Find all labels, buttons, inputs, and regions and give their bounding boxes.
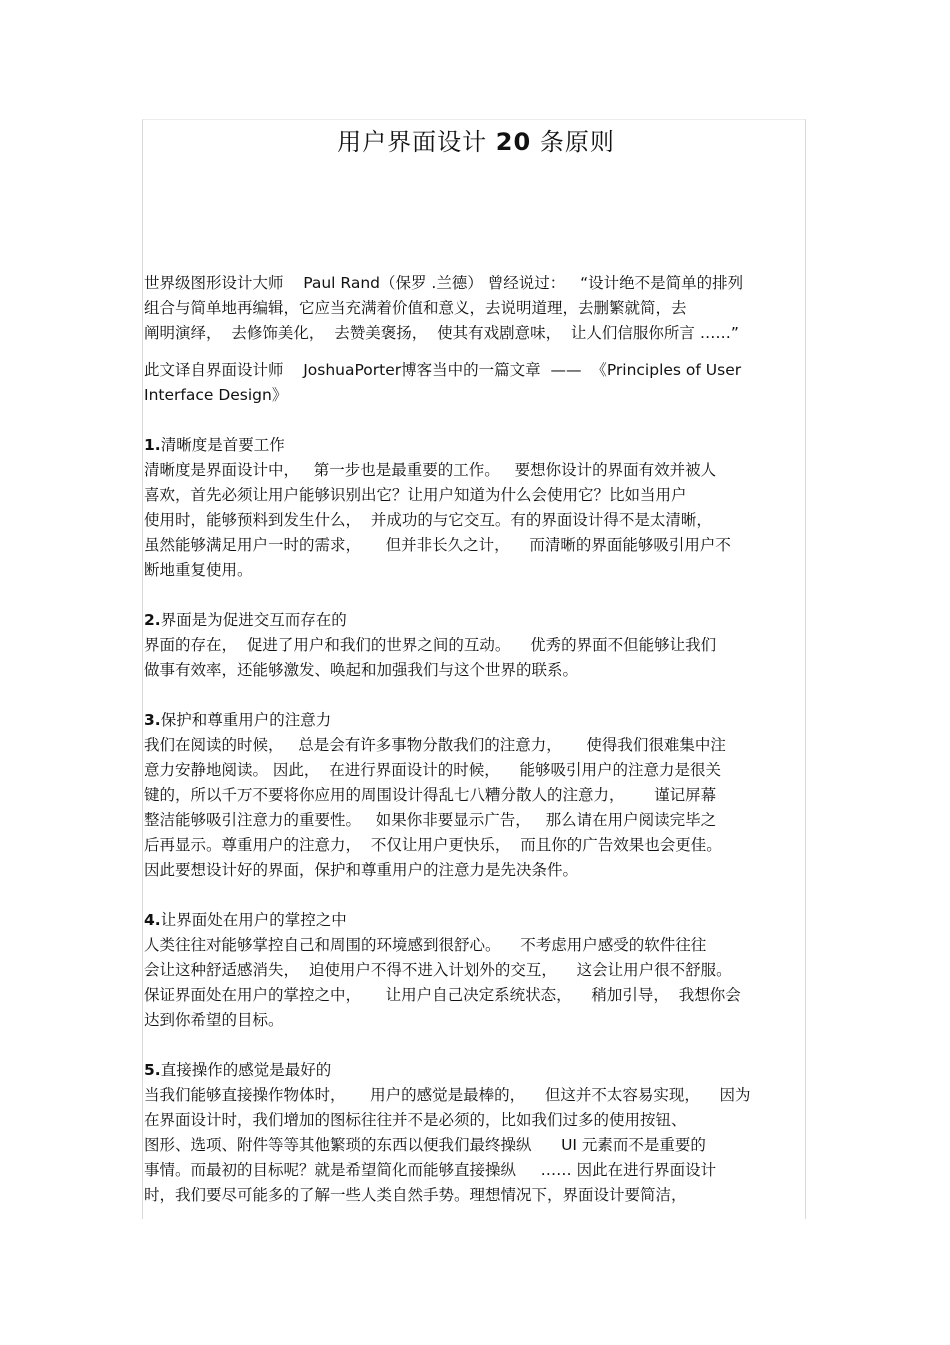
- section-heading: [144, 608, 808, 633]
- section-heading-text: 保护和尊重用户的注意力: [160, 711, 332, 729]
- title-suffix: 条原则: [531, 128, 615, 156]
- section-heading: [144, 433, 808, 458]
- section-number: 5.: [144, 1061, 161, 1079]
- section-heading-text: 直接操作的感觉是最好的: [160, 1061, 332, 1079]
- section-body: 我们在阅读的时候， 总是会有许多事物分散我们的注意力， 使得我们很难集中注 意力安静地阅读。 因此， 在进行界面设计的时候， 能够吸引用户的注意力是很关 键的，所以千万不要将你应用的周围设计得乱七八糟分散人的注意力， 谨记屏幕 整洁能够吸引注意力的重要性。 如果你非要显示广告， 那么请在用户阅读完毕之 后再显示。尊重用户的注意力， 不仅让用户更快乐， 而且你的广告效果也会更佳。 因此要想设计好的界面，保护和尊重用户的注意力是先决条件。: [144, 736, 726, 879]
- section-4: [144, 908, 808, 1033]
- section-heading: [144, 708, 808, 733]
- document-title: [144, 122, 808, 162]
- title-prefix: 用户界面设计: [337, 128, 496, 156]
- source-paragraph: 此文译自界面设计师 JoshuaPorter博客当中的一篇文章 —— 《Principles of User Interface Design》: [144, 361, 742, 404]
- section-number: 2.: [144, 611, 161, 629]
- section-heading-text: 清晰度是首要工作: [160, 436, 285, 454]
- title-number: 20: [495, 128, 532, 156]
- section-body: 清晰度是界面设计中， 第一步也是最重要的工作。 要想你设计的界面有效并被人 喜欢，首先必须让用户能够识别出它？让用户知道为什么会使用它？比如当用户 使用时，能够预料到发生什么， 并成功的与它交互。有的界面设计得不是太清晰， 虽然能够满足用户一时的需求， 但并非长久之计， 而清晰的界面能够吸引用户不 断地重复使用。: [144, 461, 731, 579]
- section-number: 3.: [144, 711, 161, 729]
- section-body: 界面的存在， 促进了用户和我们的世界之间的互动。 优秀的界面不但能够让我们 做事有效率，还能够激发、唤起和加强我们与这个世界的联系。: [144, 636, 717, 679]
- section-heading: [144, 1058, 808, 1083]
- section-heading-text: 界面是为促进交互而存在的: [160, 611, 347, 629]
- intro-paragraph: 世界级图形设计大师 Paul Rand（保罗 .兰德） 曾经说过： “设计绝不是简单的排列 组合与简单地再编辑，它应当充满着价值和意义，去说明道理，去删繁就简，去 阐明演绎， 去修饰美化， 去赞美褒扬， 使其有戏剧意味， 让人们信服你所言 ……”: [144, 274, 744, 342]
- section-heading: [144, 908, 808, 933]
- section-body: 人类往往对能够掌控自己和周围的环境感到很舒心。 不考虑用户感受的软件往往 会让这种舒适感消失， 迫使用户不得不进入计划外的交互， 这会让用户很不舒服。 保证界面处在用户的掌控之中， 让用户自己决定系统状态， 稍加引导， 我想你会 达到你希望的目标。: [144, 936, 741, 1029]
- section-3: [144, 708, 808, 883]
- section-5: [144, 1058, 808, 1208]
- document-body: [144, 122, 808, 1233]
- section-heading-text: 让界面处在用户的掌控之中: [160, 911, 347, 929]
- section-number: 1.: [144, 436, 161, 454]
- section-1: [144, 433, 808, 583]
- section-2: [144, 608, 808, 683]
- section-number: 4.: [144, 911, 161, 929]
- section-body: 当我们能够直接操作物体时， 用户的感觉是最棒的， 但这并不太容易实现， 因为 在界面设计时，我们增加的图标往往并不是必须的，比如我们过多的使用按钮、 图形、选项、附件等等其他繁琐的东西以便我们最终操纵 UI 元素而不是重要的 事情。而最初的目标呢？就是希望简化而能够直接操纵 …… 因此在进行界面设计 时，我们要尽可能多的了解一些人类自然手势。理想情况下，界面设计要简洁，: [144, 1086, 751, 1204]
